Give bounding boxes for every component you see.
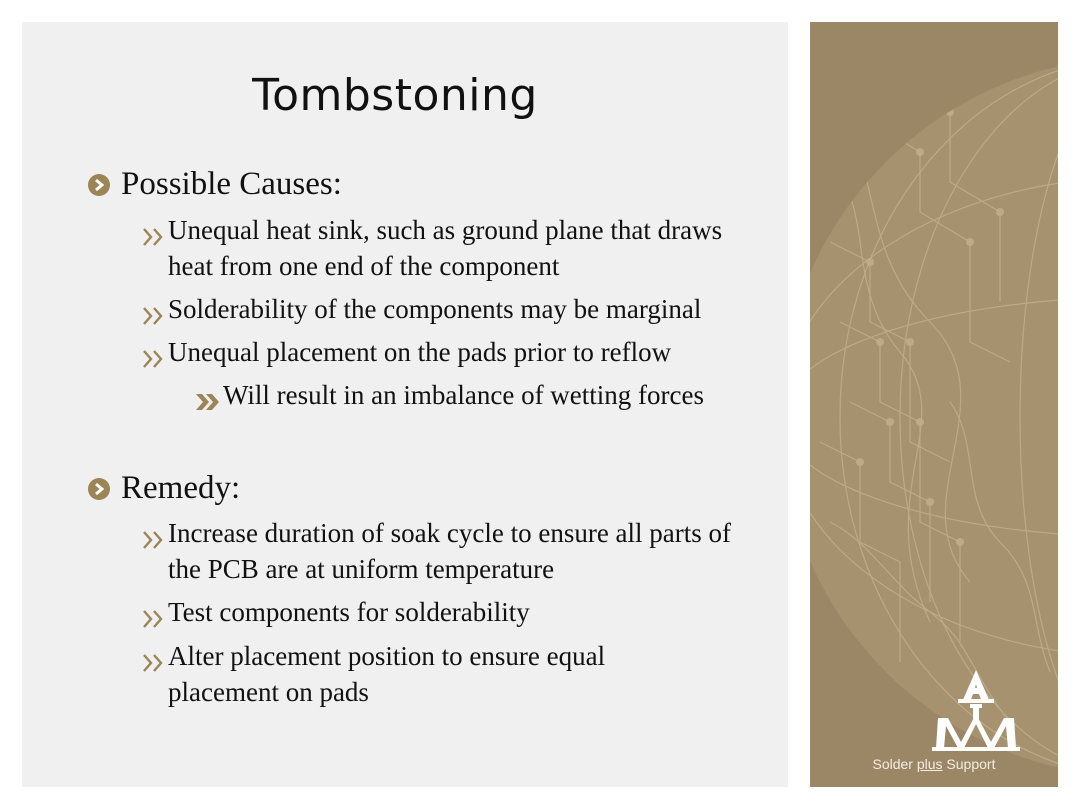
- double-chevron-icon: [142, 291, 168, 334]
- list-item-text: Test components for solderability: [168, 597, 530, 627]
- sub-list-item: [195, 377, 704, 420]
- circle-chevron-bullet-icon: [88, 478, 110, 500]
- list-item: [142, 594, 768, 637]
- list-item-text: Solderability of the components may be marginal: [168, 294, 702, 324]
- tagline-text: Support: [942, 756, 996, 772]
- aim-logo: [930, 668, 1022, 752]
- list-item: [142, 334, 768, 377]
- slide-title: Tombstoning: [252, 70, 538, 121]
- double-chevron-icon: [142, 334, 168, 377]
- double-chevron-icon: [142, 515, 168, 587]
- double-chevron-icon: [142, 638, 168, 710]
- list-item: [142, 212, 728, 284]
- double-chevron-icon: [142, 594, 168, 637]
- list-item-text: Unequal placement on the pads prior to reflow: [168, 337, 672, 367]
- list-item: [142, 291, 768, 334]
- section-heading-label: Remedy:: [121, 470, 241, 506]
- sub-list-item-text: Will result in an imbalance of wetting forces: [223, 380, 705, 410]
- section-heading-causes: [88, 166, 342, 203]
- list-item: [142, 638, 688, 710]
- circle-chevron-bullet-icon: [88, 174, 110, 196]
- list-item-text: Increase duration of soak cycle to ensure all parts of the PCB are at uniform temperature: [168, 518, 732, 584]
- section-heading-label: Possible Causes:: [121, 166, 342, 202]
- list-item-text: Alter placement position to ensure equal placement on pads: [168, 641, 606, 707]
- list-item: [142, 515, 768, 587]
- bold-chevron-icon: [195, 377, 223, 420]
- tagline-emphasis: plus: [916, 756, 943, 772]
- double-chevron-icon: [142, 212, 168, 284]
- list-item-text: Unequal heat sink, such as ground plane that draws heat from one end of the component: [168, 215, 723, 281]
- tagline: [810, 756, 1058, 772]
- tagline-text: Solder: [872, 756, 917, 772]
- section-heading-remedy: [88, 470, 240, 507]
